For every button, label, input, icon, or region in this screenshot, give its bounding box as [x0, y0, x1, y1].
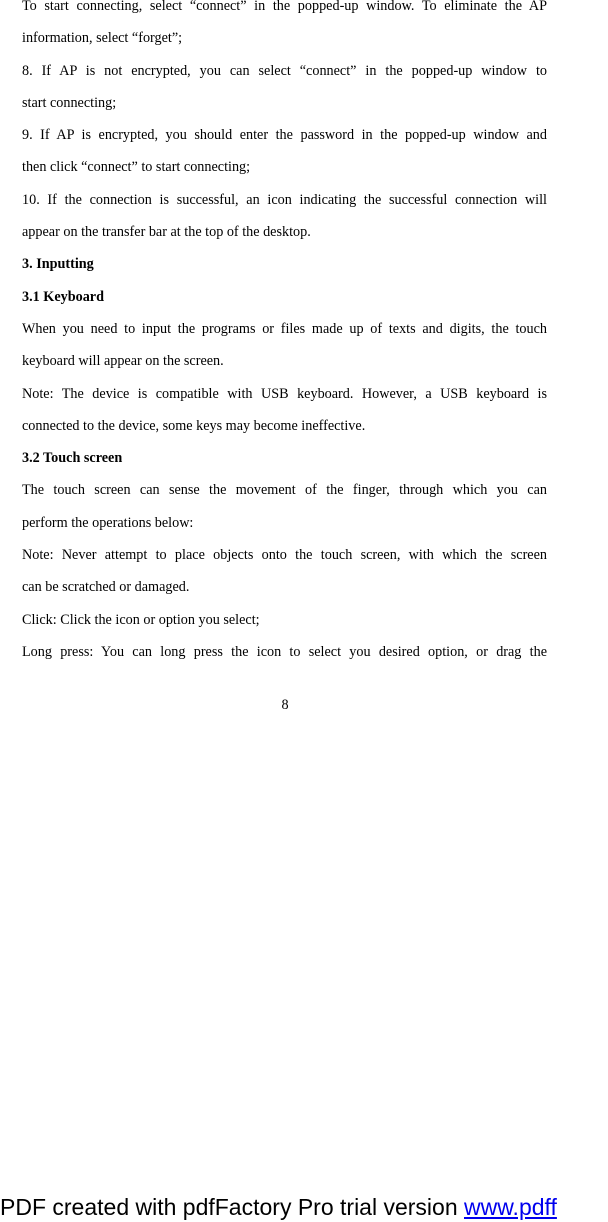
section-heading: 3.2 Touch screen [22, 450, 123, 467]
text-line: 10. If the connection is successful, an icon indicating the successful connection will [22, 191, 547, 208]
text-line: 9. If AP is encrypted, you should enter the password in the popped-up window and [22, 127, 547, 144]
text-line: Note: The device is compatible with USB keyboard. However, a USB keyboard is [22, 385, 547, 402]
page-number: 8 [281, 697, 289, 713]
text-line: The touch screen can sense the movement of the finger, through which you can [22, 482, 547, 499]
text-line: can be scratched or damaged. [22, 579, 190, 596]
document-body [22, 0, 547, 677]
text-line: keyboard will appear on the screen. [22, 353, 224, 370]
pdf-watermark-footer [0, 1193, 608, 1222]
text-line: Long press: You can long press the icon to select you desired option, or drag the [22, 643, 547, 660]
text-line: information, select “forget”; [22, 30, 183, 47]
text-line: then click “connect” to start connecting; [22, 159, 251, 176]
text-line: connected to the device, some keys may become ineffective. [22, 417, 366, 434]
section-heading: 3.1 Keyboard [22, 288, 104, 305]
text-line: 8. If AP is not encrypted, you can select “connect” in the popped-up window to [22, 62, 547, 79]
text-line: When you need to input the programs or files made up of texts and digits, the touch [22, 320, 547, 337]
watermark-text: PDF created with pdfFactory Pro trial version [0, 1194, 464, 1220]
text-line: perform the operations below: [22, 514, 194, 531]
text-line: appear on the transfer bar at the top of the desktop. [22, 224, 311, 241]
section-heading: 3. Inputting [22, 256, 94, 273]
text-line: start connecting; [22, 94, 117, 111]
text-line: To start connecting, select “connect” in the popped-up window. To eliminate the AP [22, 0, 547, 14]
text-line: Click: Click the icon or option you select; [22, 611, 260, 628]
watermark-link[interactable]: www.pdff [464, 1194, 557, 1220]
text-line: Note: Never attempt to place objects onto the touch screen, with which the screen [22, 547, 547, 564]
